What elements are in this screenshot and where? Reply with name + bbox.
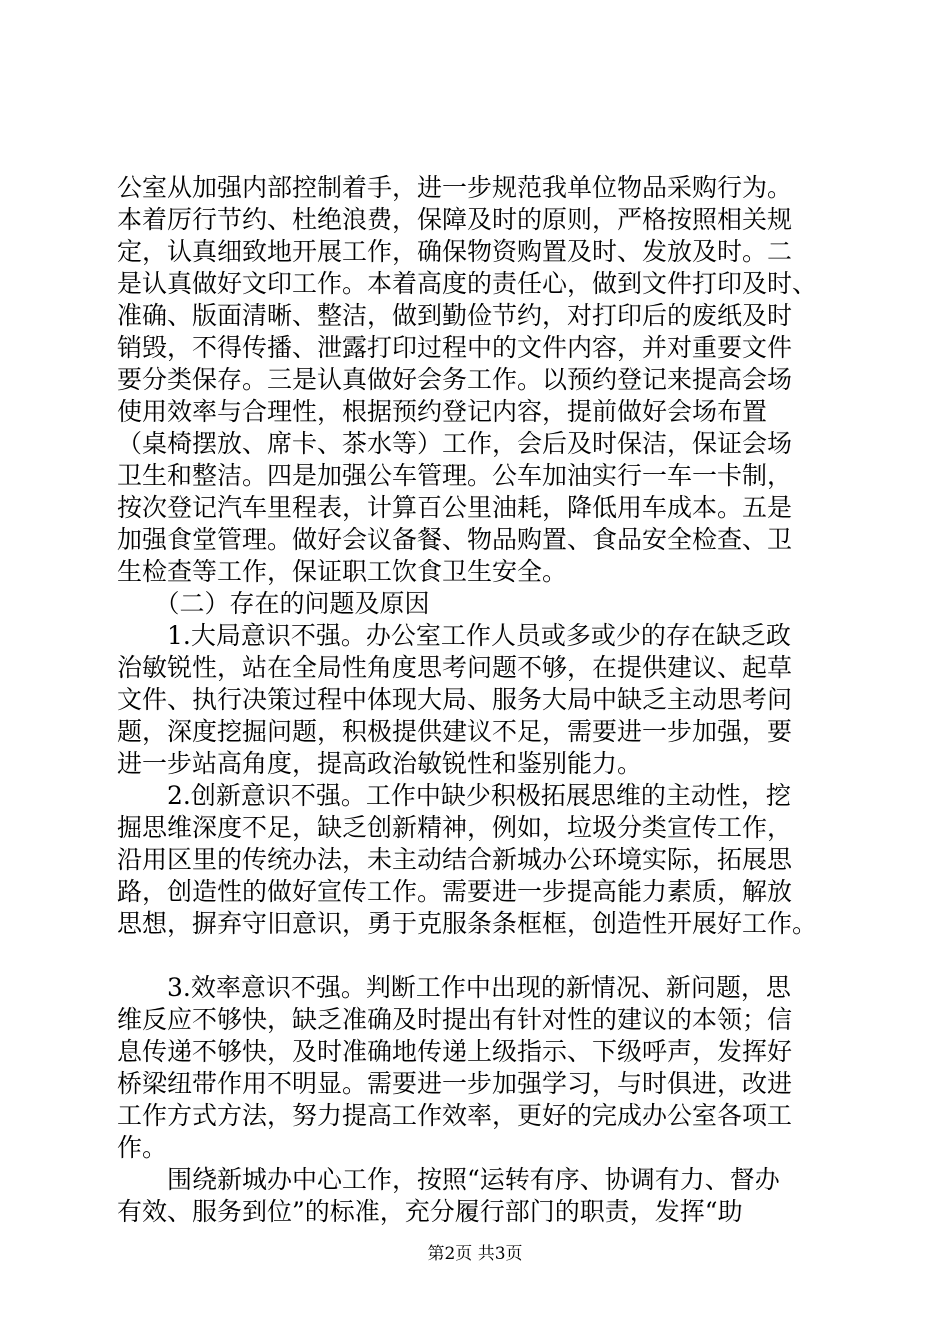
text-line: 工作方式方法，努力提高工作效率，更好的完成办公室各项工 bbox=[117, 1101, 793, 1130]
text-line: 3.效率意识不强。判断工作中出现的新情况、新问题，思 bbox=[117, 973, 791, 1002]
text-line: 生检查等工作，保证职工饮食卫生安全。 bbox=[117, 557, 568, 586]
text-line: 卫生和整洁。四是加强公车管理。公车加油实行一车一卡制， bbox=[117, 461, 793, 490]
text-line: （二）存在的问题及原因 bbox=[117, 589, 430, 618]
text-line: 题，深度挖掘问题，积极提供建议不足，需要进一步加强，要 bbox=[117, 717, 793, 746]
text-line: 2.创新意识不强。工作中缺少积极拓展思维的主动性，挖 bbox=[117, 781, 791, 810]
text-line: 要分类保存。三是认真做好会务工作。以预约登记来提高会场 bbox=[117, 365, 793, 394]
text-line: 销毁，不得传播、泄露打印过程中的文件内容，并对重要文件 bbox=[117, 333, 793, 362]
text-line: 治敏锐性，站在全局性角度思考问题不够，在提供建议、起草 bbox=[117, 653, 793, 682]
text-line: 加强食堂管理。做好会议备餐、物品购置、食品安全检查、卫 bbox=[117, 525, 793, 554]
text-line: 掘思维深度不足，缺乏创新精神，例如，垃圾分类宣传工作， bbox=[117, 813, 793, 842]
text-line: 文件、执行决策过程中体现大局、服务大局中缺乏主动思考问 bbox=[117, 685, 793, 714]
text-line: 有效、服务到位”的标准，充分履行部门的职责，发挥“助 bbox=[117, 1197, 743, 1226]
text-line: 围绕新城办中心工作，按照“运转有序、协调有力、督办 bbox=[117, 1165, 780, 1194]
text-line: 沿用区里的传统办法，未主动结合新城办公环境实际，拓展思 bbox=[117, 845, 793, 874]
text-line: （桌椅摆放、席卡、茶水等）工作，会后及时保洁，保证会场 bbox=[117, 429, 793, 458]
text-line: 息传递不够快，及时准确地传递上级指示、下级呼声，发挥好 bbox=[117, 1037, 793, 1066]
text-line: 定，认真细致地开展工作，确保物资购置及时、发放及时。二 bbox=[117, 237, 793, 266]
text-line: 准确、版面清晰、整洁，做到勤俭节约，对打印后的废纸及时 bbox=[117, 301, 793, 330]
text-line: 是认真做好文印工作。本着高度的责任心，做到文件打印及时、 bbox=[117, 269, 818, 298]
text-line: 使用效率与合理性，根据预约登记内容，提前做好会场布置 bbox=[117, 397, 768, 426]
body-text bbox=[117, 172, 877, 1228]
text-line: 1.大局意识不强。办公室工作人员或多或少的存在缺乏政 bbox=[117, 621, 791, 650]
text-line: 公室从加强内部控制着手，进一步规范我单位物品采购行为。 bbox=[117, 173, 793, 202]
text-line: 进一步站高角度，提高政治敏锐性和鉴别能力。 bbox=[117, 749, 643, 778]
text-line: 维反应不够快，缺乏准确及时提出有针对性的建议的本领；信 bbox=[117, 1005, 793, 1034]
text-line: 按次登记汽车里程表，计算百公里油耗，降低用车成本。五是 bbox=[117, 493, 793, 522]
blank-line bbox=[117, 940, 877, 972]
page-footer: 第2页 共3页 bbox=[427, 1244, 523, 1264]
text-line: 桥梁纽带作用不明显。需要进一步加强学习，与时俱进，改进 bbox=[117, 1069, 793, 1098]
text-line: 思想，摒弃守旧意识，勇于克服条条框框，创造性开展好工作。 bbox=[117, 909, 818, 938]
text-line: 路，创造性的做好宣传工作。需要进一步提高能力素质，解放 bbox=[117, 877, 793, 906]
text-line: 作。 bbox=[117, 1133, 168, 1162]
text-line: 本着厉行节约、杜绝浪费，保障及时的原则，严格按照相关规 bbox=[117, 205, 793, 234]
